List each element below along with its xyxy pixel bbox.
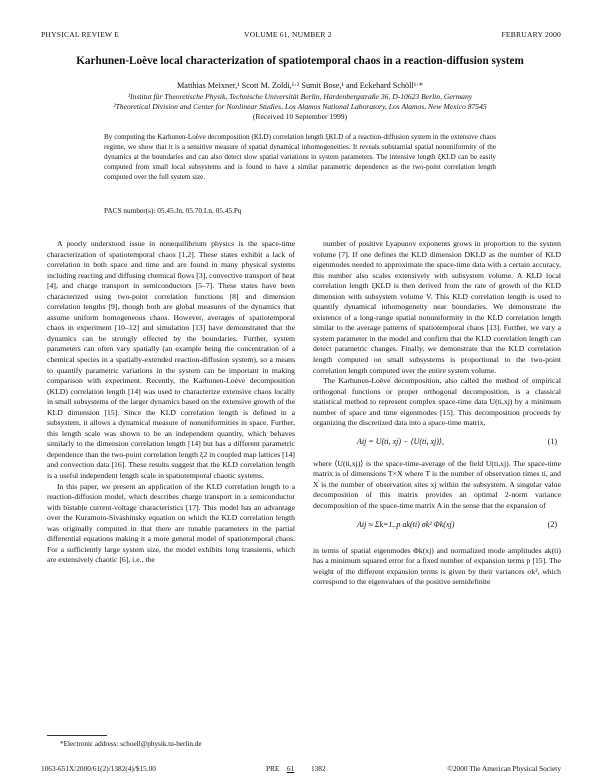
body-paragraph: The Karhunen-Loève decomposition, also called the method of empirical orthogonal functions or proper orthogonal decomposition, is a classical statistical method to represent complex space-time data U(ti,xj) by a minimum number of space and time eigenmodes [15]. This decomposition proceeds by organizing the discretized data into a space-time matrix, — [313, 376, 561, 428]
abstract: By computing the Karhunen-Loève decomposition (KLD) correlation length ξKLD of a reaction-diffusion system in the extensive chaos regime, we show that it is a sensitive measure of spatial dynamical inhomogeneities. It reveals substantial spatial nonuniformity of the dynamics at the boundaries and can also detect slow spatial variations in system parameters. The intensive length ξKLD can be easily computed from small local subsystems and is found to have a similar parametric dependence as the two-point correlation length computed over the full system size. — [104, 133, 496, 182]
paper-title: Karhunen-Loève local characterization of spatiotemporal chaos in a reaction-diffusion system — [76, 55, 524, 67]
equation-1-number: (1) — [547, 436, 557, 446]
issn-code: 1063-651X/2000/61(2)/1382(4)/$15.00 — [41, 764, 156, 773]
footnote-divider — [47, 735, 107, 736]
pacs-numbers: PACS number(s): 05.45.Jn, 05.70.Ln, 05.45.Pq — [104, 206, 242, 215]
issue-date: FEBRUARY 2000 — [501, 30, 561, 39]
volume-number: VOLUME 61, NUMBER 2 — [244, 30, 332, 39]
body-paragraph: in terms of spatial eigenmodes Φk(xj) and normalized mode amplitudes ak(ti) has a minimum squared error for a fixed number of expansion terms p [15]. The weight of the different expansion terms is given by their variances σk², which correspond to the eigenvalues of the positive semidefinite — [313, 545, 561, 587]
page-number: 1382 — [311, 764, 326, 773]
affiliation-1: ¹Institut für Theoretische Physik, Technische Universität Berlin, Hardenbergstraße 36, D-10623 Berlin, Germany — [127, 92, 473, 101]
affiliation-2: ²Theoretical Division and Center for Nonlinear Studies, Los Alamos National Laboratory, Los Alamos, New Mexico 87545 — [113, 102, 487, 111]
equation-1-expression: Aij = U(ti, xj) − ⟨U(ti, xj)⟩, — [357, 436, 445, 446]
body-paragraph: In this paper, we present an application of the KLD correlation length to a reaction-diffusion model, which describes charge transport in a semiconductor with bistable current-voltage characteristics [17]. This model has an advantage over the Kuramoto-Sivashinsky equation on which the KLD correlation length was originally computed in that there are tunable parameters in the partial differential equations making it a more general model of spatiotemporal chaos. For a sufficiently large system size, the model exhibits long transients, which are extensively chaotic [6], i.e., the — [47, 481, 295, 565]
body-paragraph: number of positive Lyapunov exponents grows in proportion to the system volume [7]. If one defines the KLD dimension DKLD as the number of KLD eigenmodes needed to approximate the space-time data with a certain accuracy, this number also scales extensively with subsystem volume. A KLD local correlation length ξKLD is then derived from the rate of growth of the KLD dimension with subsystem volume V. This KLD correlation length is used to quantify dynamical inhomogeneity near boundaries. We demonstrate the existence of a long-range spatial nonuniformity in the KLD correlation length similar to the average patterns of spatiotemporal chaos [13]. Further, we vary a system parameter in the model and confirm that the KLD correlation length can detect parametric changes. Finally, we demonstrate that the KLD correlation length computed on small subsystems is proportional to the two-point correlation length computed over the entire system volume. — [313, 239, 561, 375]
footnote: *Electronic address: schoell@physik.tu-berlin.de — [60, 740, 202, 748]
equation-2-number: (2) — [547, 519, 557, 529]
equation-2 — [313, 512, 561, 546]
pre-volume: 61 — [287, 764, 295, 773]
left-column — [47, 239, 295, 566]
pre-label: PRE — [266, 764, 280, 773]
journal-name: PHYSICAL REVIEW E — [41, 30, 120, 39]
equation-1 — [313, 429, 561, 459]
right-column — [313, 239, 561, 588]
received-date: (Received 10 September 1999) — [252, 112, 348, 121]
body-paragraph: A poorly understood issue in nonequilibrium physics is the space-time characterization of spatiotemporal chaos [1,2]. These states exhibit a lack of correlation in both space and time and are found in many physical systems including reacting and diffusing chemical flows [3], convective transport of heat [4], and charge transport in semiconductors [5–7]. These states have been characterized using two-point correlation functions [8] and dimension correlation lengths [9], though both are global measures of the dynamics that assume uniform homogeneous chaos. However, averages of spatiotemporal chaos in experiment [10–12] and simulation [13] have demonstrated that the dynamics can be strongly effected by the boundaries. Further, system parameters can often vary spatially (an example being the concentration of a chemical species in a spatially-extended reaction-diffusion system), so a means to quantify parametric variations in the system can be important in making comparison with experiment. Recently, the Karhunen-Loève decomposition (KLD) correlation length [14] was used to characterize extensive chaos locally in small subsystems of the larger dynamics based on the extensive growth of the KLD dimension [15]. Since the KLD correlation length is defined in a subsystem, it allows a dynamical measure of nonuniformities in space. Further, this length scale was shown to be an independent quantity, which behaves similarly to the dimension correlation length [14] but has a different parametric dependence than the two-point correlation length ξ2 in coupled map lattices [14] and convection data [16]. These results suggest that the KLD correlation length is a useful independent length scale in spatiotemporal chaotic systems. — [47, 239, 295, 481]
author-list: Matthias Meixner,¹ Scott M. Zoldi,¹·² Sumit Bose,¹ and Eckehard Schöll¹·* — [177, 81, 423, 90]
body-paragraph: where ⟨U(ti,xj)⟩ is the space-time-average of the field U(ti,xj). The space-time matrix is of dimensions T×X where T is the number of observation times ti, and X is the number of observation sites xj within the subsystem. A singular value decomposition of this matrix provides an optimal 2-norm variance decomposition of the space-time matrix A in the sense that the expansion of — [313, 458, 561, 511]
equation-2-expression: Aij ≈ Σk=1..p ak(ti) σk² Φk(xj) — [357, 519, 455, 529]
copyright: ©2000 The American Physical Society — [447, 764, 561, 773]
